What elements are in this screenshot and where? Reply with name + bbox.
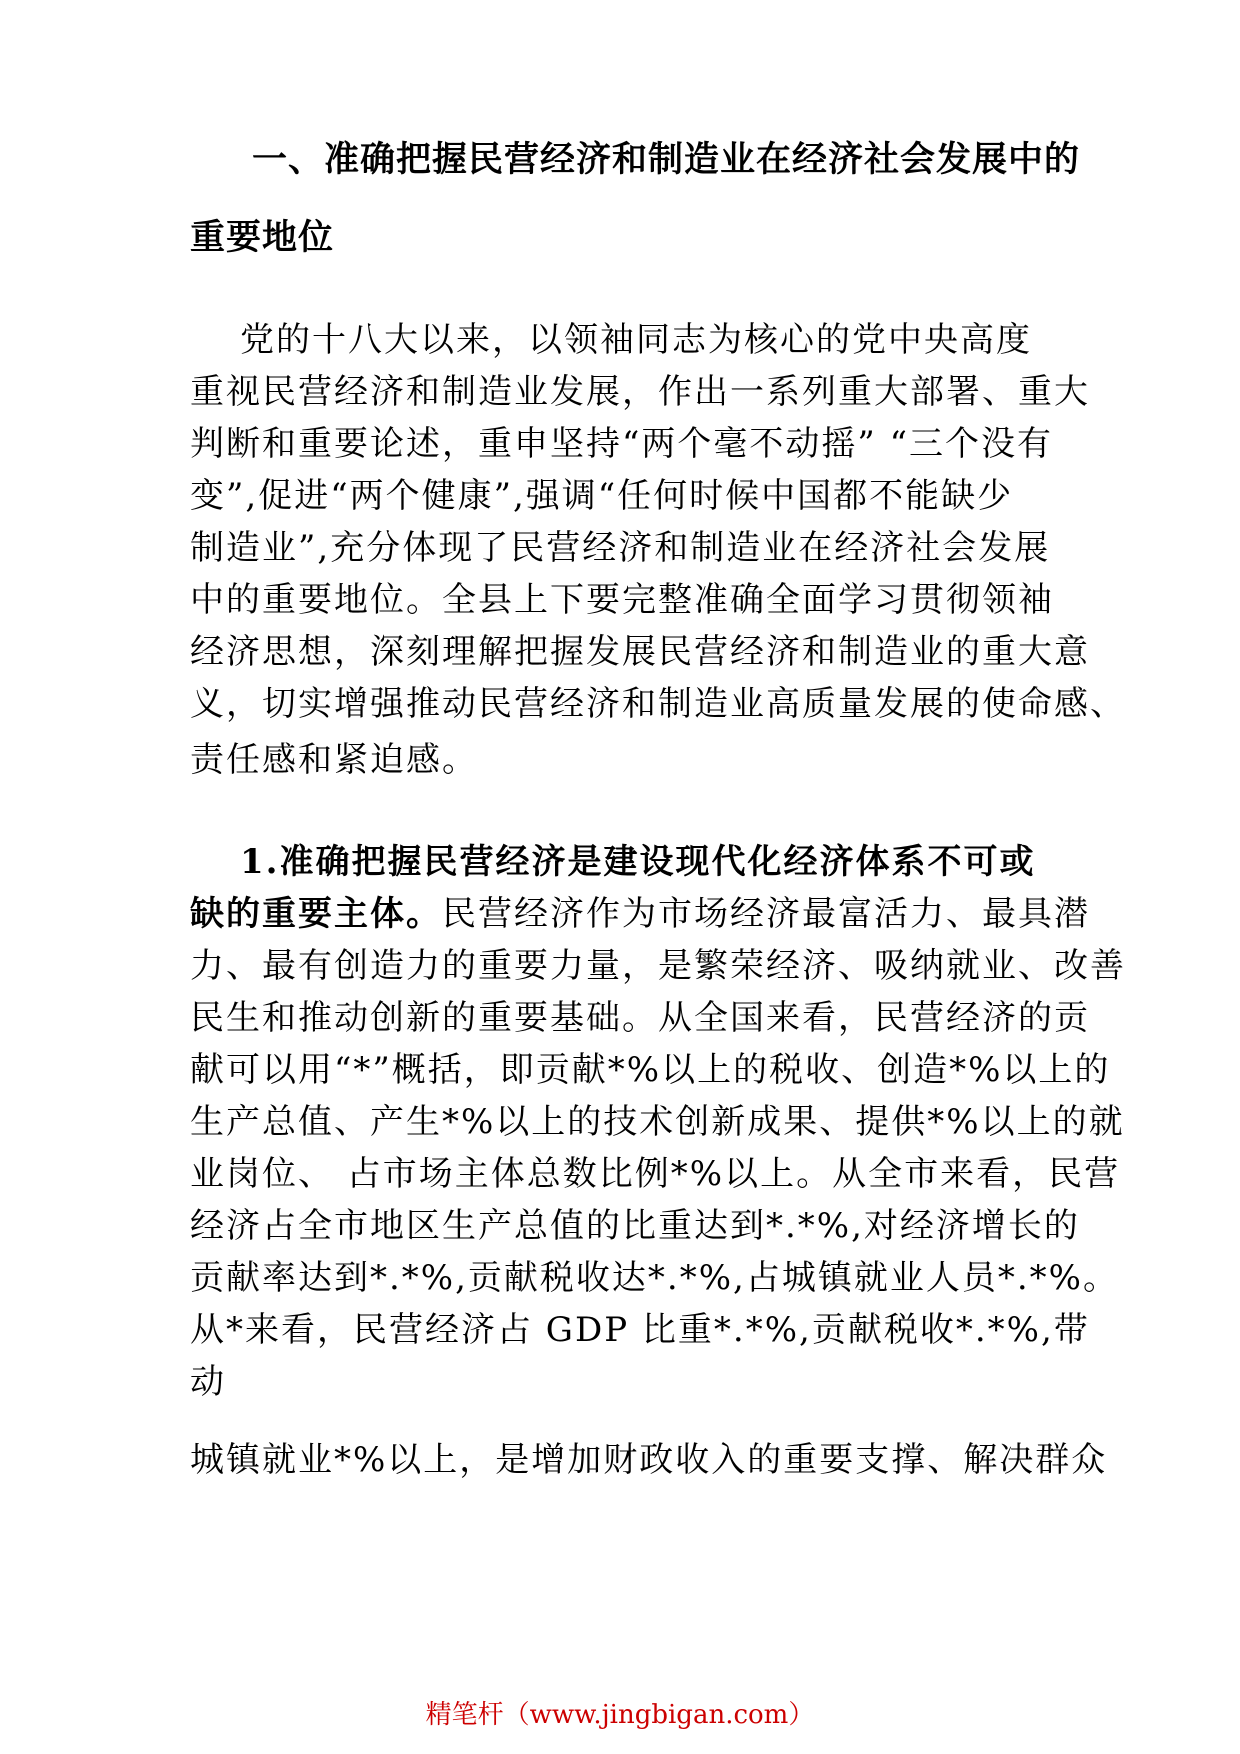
paragraph-1-line-3: 判断和重要论述，重申坚持“两个毫不动摇” “三个没有 [190, 424, 1053, 464]
paragraph-2-line-8: 经济占全市地区生产总值的比重达到*.*%,对经济增长的 [190, 1206, 1080, 1246]
paragraph-2-line-11: 动 [190, 1362, 226, 1402]
paragraph-1-line-9: 责任感和紧迫感。 [190, 740, 478, 780]
paragraph-1-line-4: 变”,促进“两个健康”,强调“任何时候中国都不能缺少 [190, 476, 1014, 516]
paragraph-2-bold-line-1: 1.准确把握民营经济是建设现代化经济体系不可或 [240, 842, 1036, 882]
paragraph-2-line-2 [190, 894, 1090, 934]
section-heading-line-1: 一、准确把握民营经济和制造业在经济社会发展中的 [252, 139, 1081, 180]
paragraph-2-line-9: 贡献率达到*.*%,贡献税收达*.*%,占城镇就业人员*.*%。 [190, 1258, 1119, 1298]
paragraph-1-line-7: 经济思想，深刻理解把握发展民营经济和制造业的重大意 [190, 632, 1090, 672]
paragraph-1-line-5: 制造业”,充分体现了民营经济和制造业在经济社会发展 [190, 528, 1051, 568]
paragraph-2-line-2-rest: 民营经济作为市场经济最富活力、最具潜 [442, 894, 1090, 934]
paragraph-2-continuation-line: 城镇就业*%以上，是增加财政收入的重要支撑、解决群众 [190, 1440, 1108, 1480]
paragraph-2-bold-lead: 缺的重要主体。 [190, 894, 442, 934]
paragraph-1-line-6: 中的重要地位。全县上下要完整准确全面学习贯彻领袖 [190, 580, 1054, 620]
footer-watermark: 精笔杆（www.jingbigan.com） [425, 1700, 815, 1730]
paragraph-1-line-1: 党的十八大以来，以领袖同志为核心的党中央高度 [240, 320, 1032, 360]
paragraph-2-line-10: 从*来看，民营经济占 GDP 比重*.*%,贡献税收*.*%,带 [190, 1310, 1090, 1350]
paragraph-2-line-6: 生产总值、产生*%以上的技术创新成果、提供*%以上的就 [190, 1102, 1125, 1142]
paragraph-1-line-8: 义，切实增强推动民营经济和制造业高质量发展的使命感、 [190, 684, 1126, 724]
paragraph-2-line-7: 业岗位、 占市场主体总数比例*%以上。从全市来看，民营 [190, 1154, 1121, 1194]
section-heading-line-2: 重要地位 [190, 217, 335, 258]
paragraph-2-line-3: 力、最有创造力的重要力量，是繁荣经济、吸纳就业、改善 [190, 946, 1126, 986]
paragraph-2-line-4: 民生和推动创新的重要基础。从全国来看，民营经济的贡 [190, 998, 1090, 1038]
paragraph-2-line-5: 献可以用“*”概括，即贡献*%以上的税收、创造*%以上的 [190, 1050, 1111, 1090]
paragraph-1-line-2: 重视民营经济和制造业发展，作出一系列重大部署、重大 [190, 372, 1090, 412]
